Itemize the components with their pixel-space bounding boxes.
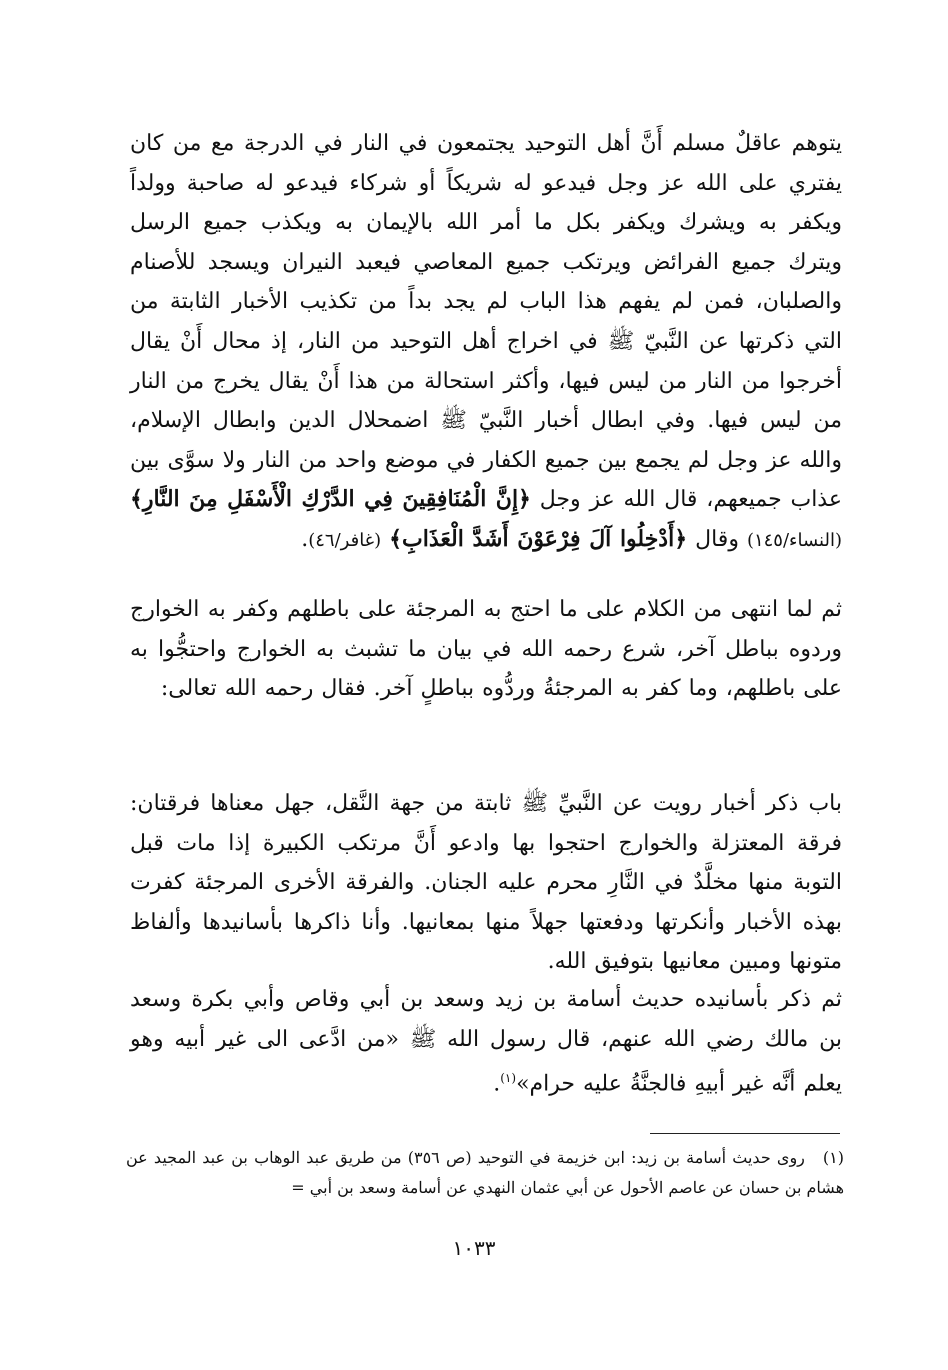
quran-verse-1: ﴿إِنَّ الْمُنَافِقِينَ فِي الدَّرْكِ الْأَسْفَلِ مِنَ النَّارِ﴾ (130, 486, 531, 513)
footnote-number: (١) (822, 1148, 844, 1167)
page-number: ١٠٣٣ (452, 1236, 496, 1260)
paragraph-1-text: يتوهم عاقلٌ مسلم أَنَّ أهل التوحيد يجتمعون في النار في الدرجة مع من كان يفتري على الله عز وجل فيدعو له شريكاً أو شركاء فيدعو له صاحبة وولداً ويكفر به ويشرك ويكفر بكل ما أمر الله بالإيمان به ويكذب جميع الرسل ويترك جميع الفرائض ويرتكب جميع المعاصي فيعبد النيران ويسجد للأصنام والصلبان، فمن لم يفهم هذا الباب لم يجد بداً من تكذيب الأخبار الثابتة من التي ذكرتها عن النَّبيّ ﷺ في اخراج أهل التوحيد من النار، إذ محال أَنْ يقال أخرجوا من النار من ليس فيها، وأكثر استحالة من هذا أَنْ يقال يخرج من النار من ليس فيها. وفي ابطال أخبار النَّبيّ ﷺ اضمحلال الدين وابطال الإسلام، والله عز وجل لم يجمع بين جميع الكفار في موضع واحد من النار ولا سوَّى بين عذاب جميعهم، قال الله عز وجل (130, 131, 842, 513)
paragraph-4-end: . (493, 1071, 501, 1097)
quran-verse-2: ﴿أَدْخِلُوا آلَ فِرْعَوْنَ أَشَدَّ الْعَذَابِ﴾ (389, 525, 688, 552)
paragraph-1-connector: وقال (695, 526, 739, 552)
quran-reference-2: (غافر/٤٦) (308, 529, 382, 551)
footnote-text: روى حديث أسامة بن زيد: ابن خزيمة في التوحيد (ص ٣٥٦) من طريق عبد الوهاب بن عبد المجيد عن هشام بن حسان عن عاصم الأحول عن أبي عثمان النهدي عن أسامة وسعد بن أبي = (126, 1148, 844, 1197)
footnote-marker: (١) (500, 1071, 517, 1086)
paragraph-1-end: . (301, 526, 309, 552)
quran-reference-1: (النساء/١٤٥) (746, 529, 842, 551)
footnote (126, 1143, 844, 1203)
paragraph-4-text: ثم ذكر بأسانيده حديث أسامة بن زيد وسعد بن أبي وقاص وأبي بكرة وسعد بن مالك رضي الله عنهم، قال رسول الله ﷺ «من ادَّعى الى غير أبيه وهو يعلم أنَّه غير أبيهِ فالجنَّةُ عليه حرام» (130, 987, 842, 1097)
body-paragraph-4 (130, 980, 842, 1104)
footnote-divider (650, 1133, 840, 1134)
body-paragraph-3: باب ذكر أخبار رويت عن النَّبيِّ ﷺ ثابتة من جهة النَّقل، جهل معناها فرقتان: فرقة المعتزلة والخوارج احتجوا بها وادعو أَنَّ مرتكب الكبيرة إذا مات قبل التوبة منها مخلَّدٌ في النَّارِ محرم عليه الجنان. والفرقة الأخرى المرجئة كفرت بهذه الأخبار وأنكرتها ودفعتها جهلاً منها بمعانيها. وأنا ذاكرها بأسانيدها وألفاظ متونها ومبين معانيها بتوفيق الله. (130, 791, 842, 975)
body-paragraph-1 (130, 124, 842, 561)
body-paragraph-2: ثم لما انتهى من الكلام على ما احتج به المرجئة على باطلهم وكفر به الخوارج وردوه بباطل آخر، شرع رحمه الله في بيان ما تشبث به الخوارج واحتجُّوا به على باطلهم، وما كفر به المرجئةُ وردُّوه بباطلٍ آخر. فقال رحمه الله تعالى: (130, 597, 842, 702)
